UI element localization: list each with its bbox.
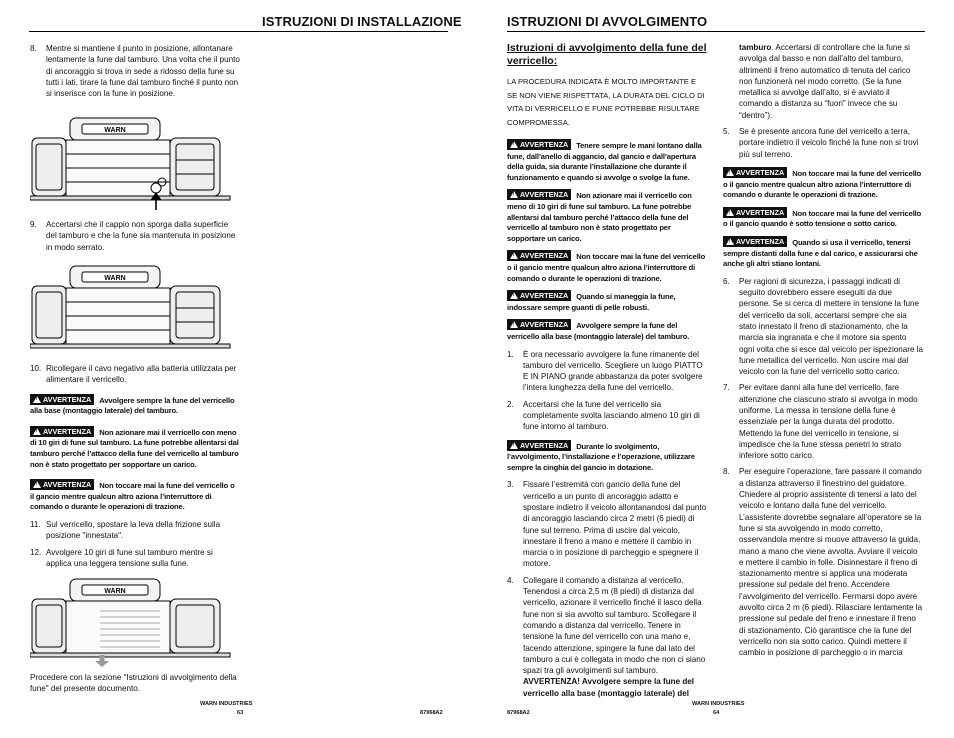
- step-6: 6. Per ragioni di sicurezza, i passaggi indicati di seguito dovrebbero essere eseguiti da due persone. Se si cerca di mettere in tensione la fune del verricello da soli, accertarsi sempre che sia stato innestato il freno di stazionamento, che la marcia sia ingranata e che il motore sia spento ogni volta che si esce dal veicolo per ispezionare la fune metallica del verricello. Non uscire mai dal veicolo con la fune del verricello sotto carico.: [723, 276, 924, 377]
- warning-box: !AVVERTENZA Non toccare mai la fune del verricello o il gancio mentre qualcun altro aziona l’interruttore di comando o durante le operazioni di trazione.: [507, 250, 707, 284]
- warning-triangle-icon: [726, 209, 734, 216]
- warning-triangle-icon: [510, 141, 518, 148]
- svg-text:WARN: WARN: [104, 127, 126, 134]
- footer-page-number: 63: [237, 710, 244, 716]
- page-header: ISTRUZIONI DI INSTALLAZIONE: [262, 14, 462, 29]
- right-column-a: [507, 42, 707, 704]
- warning-badge: !AVVERTENZA: [30, 426, 94, 437]
- warning-badge: !AVVERTENZA: [30, 479, 94, 490]
- warning-box: !AVVERTENZA Non azionare mai il verricello con meno di 10 giri di fune sul tamburo. La fune potrebbe allentarsi dal tamburo perché l’attacco della fune del verricello al tamburo non è stato progettato per sopportare un carico.: [507, 189, 707, 244]
- warning-triangle-icon: [510, 321, 518, 328]
- warning-badge: !AVVERTENZA: [30, 394, 94, 405]
- winch-figure-2: [30, 262, 235, 356]
- warning-badge: !AVVERTENZA: [507, 189, 571, 200]
- step-8: 8. Per eseguire l’operazione, fare passare il comando a distanza attraverso il finestrino del guidatore. Chiedere al proprio assistente di tenersi a lato del veicolo e lontano dalla fune del verricello. L’assistente dovrebbe segnalare all’operatore se la fune si sta avvolgendo in modo corretto, osservandola mentre si muove attraverso la guida, mano a mano che viene avvolta. Avviare il veicolo e mettere il cambio in folle. Disinnestare il freno di stazionamento mentre si applica una moderata pressione sul pedale del freno. Accendere l’avvolgimento del verricello. Fermarsi dopo avere avvolto circa 2 m (6 piedi). Rilasciare lentamente la pressione sul pedale del freno e innestare il freno di stazionamento. Ciò garantisce che la fune del verricello non sia sotto carico. Quindi mettere il cambio in posizione di parcheggio o in marcia: [723, 467, 923, 658]
- warning-triangle-icon: [726, 238, 734, 245]
- winch-figure-1: [30, 114, 235, 210]
- warning-badge: !AVVERTENZA: [507, 139, 571, 150]
- warning-box: !AVVERTENZA Non azionare mai il verricello con meno di 10 giri di fune sul tamburo. La fune potrebbe allentarsi dal tamburo perché l’attacco della fune del verricello al tamburo non è stato progettato per sopportare un carico.: [30, 426, 240, 470]
- step-1: 1. È ora necessario avvolgere la fune rimanente del tamburo del verricello. Scegliere un luogo PIATTO E IN PIANO grande abbastanza da poter svolgere l’intera lunghezza della fune del verricello.: [507, 349, 703, 393]
- warning-triangle-icon: [510, 191, 518, 198]
- left-column-lower: [30, 363, 240, 574]
- right-column-b: [723, 42, 923, 664]
- footer-company: WARN INDUSTRIES: [200, 701, 253, 707]
- step-9: 9. Accertarsi che il cappio non sporga dalla superficie del tamburo e che la fune sia mantenuta in posizione in modo serrato.: [30, 220, 236, 252]
- section-title: Istruzioni di avvolgimento della fune del verricello:: [507, 42, 707, 67]
- warning-box: !AVVERTENZA Quando si usa il verricello, tenersi sempre distanti dalla fune e dal carico, e assicurarsi che anche gli altri stiano lontani.: [723, 236, 923, 270]
- footer-doc-code: 87968A2: [420, 710, 443, 716]
- winch-figure-3: [30, 575, 235, 667]
- important-notice: LA PROCEDURA INDICATA È MOLTO IMPORTANTE E SE NON VIENE RISPETTATA, LA DURATA DEL CICLO DI VITA DI VERRICELLO E FUNE POTREBBE RISULTARE COMPROMESSA.: [507, 77, 705, 127]
- warning-box: !AVVERTENZA Quando si maneggia la fune, indossare sempre guanti di pelle robusti.: [507, 290, 707, 313]
- warning-box: !AVVERTENZA Tenere sempre le mani lontano dalla fune, dall’anello di aggancio, dal gancio e dall’apertura della guida, sia durante l’installazione che durante il funzionamento e quando si avvolge o svolge la fune.: [507, 139, 707, 183]
- warning-triangle-icon: [510, 292, 518, 299]
- closing-note: Procedere con la sezione "Istruzioni di avvolgimento della fune" del presente documento.: [30, 673, 237, 694]
- warning-box: !AVVERTENZA Avvolgere sempre la fune del verricello alla base (montaggio laterale) del tamburo.: [507, 319, 707, 342]
- warning-badge: !AVVERTENZA: [723, 236, 787, 247]
- warning-triangle-icon: [33, 428, 41, 435]
- warning-triangle-icon: [726, 169, 734, 176]
- step-7: 7. Per evitare danni alla fune del verricello, fare attenzione che ciascuno strato si avvolga in modo uniforme. La messa in tensione della fune è essenziale per la lunga durata del prodotto. Mettendo la fune del verricello in tensione, si impedisce che la fune stessa penetri lo strato inferiore sotto carico.: [723, 383, 918, 461]
- page-header: ISTRUZIONI DI AVVOLGIMENTO: [507, 14, 708, 29]
- step-10: 10. Ricollegare il cavo negativo alla batteria utilizzata per alimentare il verricello.: [30, 364, 237, 385]
- footer-company: WARN INDUSTRIES: [692, 701, 745, 707]
- warning-badge: !AVVERTENZA: [723, 167, 787, 178]
- step-3: 3. Fissare l’estremità con gancio della fune del verricello a un punto di ancoraggio adatto e spostare indietro il veicolo allontanandosi dal punto di ancoraggio lasciando circa 2 metri (6 piedi) di fune sul terreno. Prima di uscire dal veicolo, innestare il freno a mano e mettere il cambio in marcia o in posizione di parcheggio e spegnere il motore.: [507, 480, 707, 569]
- step-11: 11. Sul verricello, spostare la leva della frizione sulla posizione "innestata".: [30, 519, 221, 541]
- step-8: 8. Mentre si mantiene il punto in posizione, allontanare lentamente la fune dal tamburo. Una volta che il punto di ancoraggio si trova in sede a ridosso della fune su tutti i lati, tirare la fune dal tamburo finché il punto non si inserisce con la fune in posizione.: [30, 44, 240, 99]
- right-page: [477, 0, 954, 738]
- step-4: 4. Collegare il comando a distanza al verricello. Tenendosi a circa 2,5 m (8 piedi) di distanza dal verricello, azionare il verricello finché il lasco della fune non si sia avvolto sul tamburo. Scollegare il comando a distanza dal verricello. Tenere in tensione la fune del verricello con una mano e, facendo attenzione, spingere la fune dal lato del tamburo a cui è collegata in modo che non ci siano spazi tra gli avvolgimenti sul tamburo. AVVERTENZA! Avvolgere sempre la fune del verricello alla base (montaggio laterale) del: [507, 575, 706, 698]
- warning-box: !AVVERTENZA Non toccare mai la fune del verricello o il gancio mentre qualcun altro aziona l’interruttore di comando o durante le operazioni di trazione.: [30, 479, 240, 513]
- footer-doc-code: 87968A2: [507, 710, 530, 716]
- warning-triangle-icon: [33, 396, 41, 403]
- warning-box: !AVVERTENZA Avvolgere sempre la fune del verricello alla base (montaggio laterale) del tamburo.: [30, 394, 240, 417]
- warning-badge: !AVVERTENZA: [507, 290, 571, 301]
- step-5: 5. Se è presente ancora fune del verricello a terra, portare indietro il veicolo finché la fune non si trovi più sul terreno.: [723, 127, 919, 159]
- svg-text:WARN: WARN: [104, 275, 126, 282]
- warning-badge: !AVVERTENZA: [723, 207, 787, 218]
- continued-paragraph: tamburo. Accertarsi di controllare che la fune si avvolga dal basso e non dall’alto del tamburo, altrimenti il freno automatico di tenuta del carico non funzionerà nel modo corretto. (Se la fune metallica si avvolge dall’alto, si è avviato il comando a distanza su “fuori” invece che su “dentro”).: [739, 43, 911, 120]
- step-12: 12. Avvolgere 10 giri di fune sul tamburo mentre si applica una leggera tensione sulla fune.: [30, 547, 213, 568]
- header-rule: [507, 31, 925, 32]
- left-column-step9: [30, 219, 240, 258]
- warning-triangle-icon: [510, 252, 518, 259]
- warning-badge: !AVVERTENZA: [507, 440, 571, 451]
- warning-badge: !AVVERTENZA: [507, 250, 571, 261]
- warning-box: !AVVERTENZA Non toccare mai la fune del verricello o il gancio mentre qualcun altro aziona l’interruttore di comando o durante le operazioni di trazione.: [723, 167, 923, 201]
- left-column-top: [30, 43, 240, 104]
- step-4-warning-tail: AVVERTENZA! Avvolgere sempre la fune del verricello alla base (montaggio laterale) del: [523, 677, 695, 698]
- winch-label: WARN: [104, 588, 126, 595]
- header-rule: [29, 31, 448, 32]
- warning-box: !AVVERTENZA Durante lo svolgimento, l’avvolgimento, l’installazione e l’operazione, utilizzare sempre la cinghia del gancio in dotazione.: [507, 440, 707, 474]
- warning-triangle-icon: [33, 481, 41, 488]
- warning-triangle-icon: [510, 442, 518, 449]
- warning-badge: !AVVERTENZA: [507, 319, 571, 330]
- warning-box: !AVVERTENZA Non toccare mai la fune del verricello o il gancio quando è sotto tensione o sotto carico.: [723, 207, 923, 230]
- footer-page-number: 64: [713, 710, 720, 716]
- step-2: 2. Accertarsi che la fune del verricello sia completamente svolta lasciando almeno 10 giri di fune intorno al tamburo.: [507, 399, 700, 432]
